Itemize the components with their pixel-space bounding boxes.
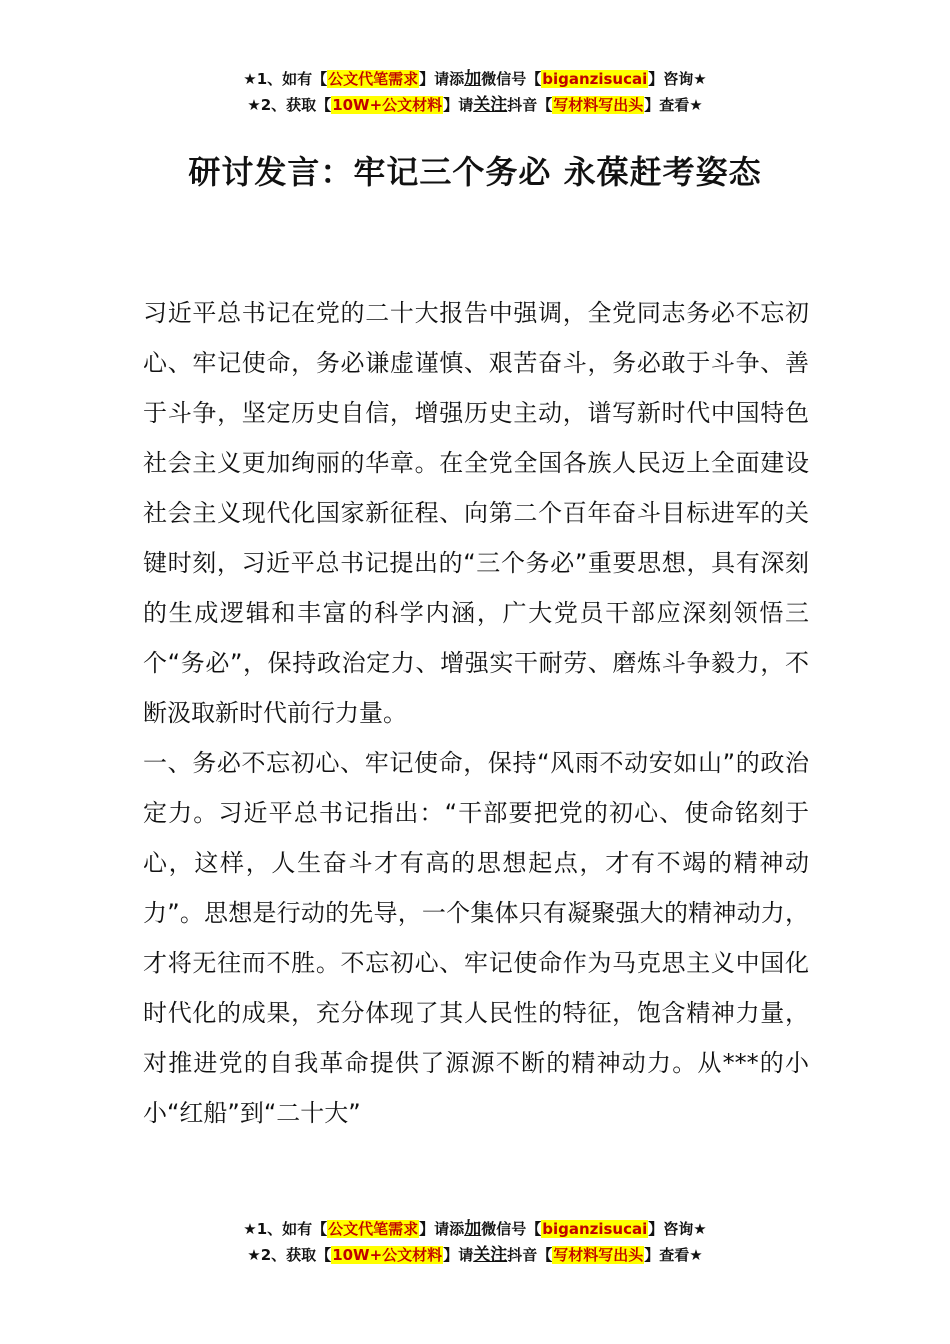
banner-text: 】请 bbox=[443, 1246, 474, 1264]
banner-text: 】请添 bbox=[419, 1220, 465, 1238]
document-title: 研讨发言：牢记三个务必 永葆赶考姿态 bbox=[188, 153, 762, 191]
banner-line-2 bbox=[0, 92, 950, 118]
banner-text: 】咨询★ bbox=[648, 70, 707, 88]
banner-emphasis: 关注 bbox=[473, 1245, 508, 1265]
banner-text: ★1、如有【 bbox=[243, 70, 328, 88]
banner-text: 】查看★ bbox=[644, 96, 703, 114]
document-body bbox=[143, 288, 809, 1138]
highlight-wechat-id: biganzisucai bbox=[542, 1220, 648, 1238]
banner-text: 】咨询★ bbox=[648, 1220, 707, 1238]
banner-text: 】请 bbox=[443, 96, 474, 114]
highlight-materials: 10W+公文材料 bbox=[332, 1246, 443, 1264]
banner-line-2 bbox=[0, 1242, 950, 1268]
banner-text: 抖音【 bbox=[507, 96, 553, 114]
banner-emphasis: 关注 bbox=[473, 95, 508, 115]
banner-text: 微信号【 bbox=[481, 70, 542, 88]
banner-emphasis: 加 bbox=[464, 69, 482, 89]
banner-text: ★1、如有【 bbox=[243, 1220, 328, 1238]
highlight-wechat-id: biganzisucai bbox=[542, 70, 648, 88]
banner-line-1 bbox=[0, 1216, 950, 1242]
paragraph-section-1: 一、务必不忘初心、牢记使命，保持“风雨不动安如山”的政治定力。习近平总书记指出：“干部要把党的初心、使命铭刻于心，这样，人生奋斗才有高的思想起点，才有不竭的精神动力”。思想是行动的先导，一个集体只有凝聚强大的精神动力，才将无往而不胜。不忘初心、牢记使命作为马克思主义中国化时代化的成果，充分体现了其人民性的特征，饱含精神力量，对推进党的自我革命提供了源源不断的精神动力。从***的小小“红船”到“二十大” bbox=[143, 749, 809, 1127]
highlight-service: 公文代笔需求 bbox=[328, 1220, 419, 1238]
highlight-douyin-id: 写材料写出头 bbox=[553, 1246, 644, 1264]
banner-text: 抖音【 bbox=[507, 1246, 553, 1264]
banner-text: 】请添 bbox=[419, 70, 465, 88]
banner-text: 微信号【 bbox=[481, 1220, 542, 1238]
banner-text: 】查看★ bbox=[644, 1246, 703, 1264]
banner-text: ★2、获取【 bbox=[247, 96, 332, 114]
highlight-materials: 10W+公文材料 bbox=[332, 96, 443, 114]
highlight-douyin-id: 写材料写出头 bbox=[553, 96, 644, 114]
footer-banner bbox=[0, 1216, 950, 1268]
banner-text: ★2、获取【 bbox=[247, 1246, 332, 1264]
highlight-service: 公文代笔需求 bbox=[328, 70, 419, 88]
header-banner bbox=[0, 66, 950, 118]
banner-emphasis: 加 bbox=[464, 1219, 482, 1239]
paragraph-intro: 习近平总书记在党的二十大报告中强调，全党同志务必不忘初心、牢记使命，务必谦虚谨慎、艰苦奋斗，务必敢于斗争、善于斗争，坚定历史自信，增强历史主动，谱写新时代中国特色社会主义更加绚丽的华章。在全党全国各族人民迈上全面建设社会主义现代化国家新征程、向第二个百年奋斗目标进军的关键时刻，习近平总书记提出的“三个务必”重要思想，具有深刻的生成逻辑和丰富的科学内涵，广大党员干部应深刻领悟三个“务必”，保持政治定力、增强实干耐劳、磨炼斗争毅力，不断汲取新时代前行力量。 bbox=[143, 299, 809, 727]
banner-line-1 bbox=[0, 66, 950, 92]
